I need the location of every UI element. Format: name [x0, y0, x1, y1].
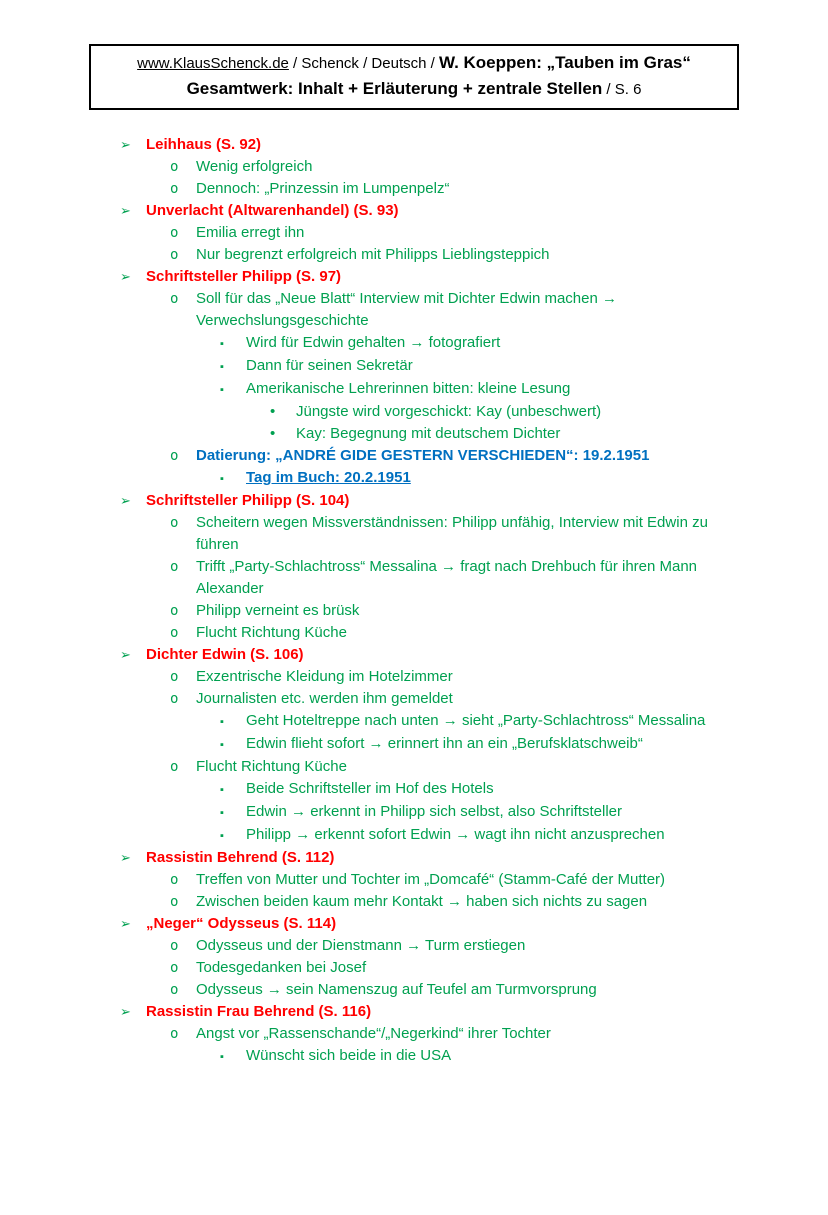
- square-bullet-icon: ▪: [220, 473, 224, 485]
- header-line1: [99, 50, 729, 76]
- circle-bullet-icon: o: [170, 181, 179, 197]
- list-item-text: Treffen von Mutter und Tochter im „Domcafé“ (Stamm-Café der Mutter): [196, 871, 666, 888]
- circle-bullet-icon: o: [170, 603, 179, 619]
- circle-bullet-icon: o: [170, 894, 179, 910]
- arrow-bullet-icon: ➢: [120, 850, 131, 865]
- list-item-text: Emilia erregt ihn: [196, 224, 305, 241]
- circle-bullet-icon: o: [170, 960, 179, 976]
- arrow-bullet-icon: ➢: [120, 269, 131, 284]
- list-item: [120, 891, 726, 913]
- page-number: / S. 6: [602, 81, 642, 98]
- circle-bullet-icon: o: [170, 515, 179, 531]
- list-item: [120, 556, 726, 600]
- list-item: [120, 957, 726, 979]
- list-item-text: Wünscht sich beide in die USA: [246, 1047, 452, 1064]
- list-item-text: Soll für das „Neue Blatt“ Interview mit Dichter Edwin machen → Verwechslungsgeschichte: [196, 290, 617, 329]
- list-item: [120, 644, 726, 666]
- square-bullet-icon: ▪: [220, 1051, 224, 1063]
- list-item-text: Edwin → erkennt in Philipp sich selbst, also Schriftsteller: [246, 803, 622, 820]
- list-item-text: Dann für seinen Sekretär: [246, 357, 413, 374]
- arrow-bullet-icon: ➢: [120, 647, 131, 662]
- list-item: [120, 423, 726, 445]
- list-item: [120, 156, 726, 178]
- list-item-text: Todesgedanken bei Josef: [196, 959, 367, 976]
- list-item-text: Amerikanische Lehrerinnen bitten: kleine Lesung: [246, 380, 571, 397]
- arrow-bullet-icon: ➢: [120, 916, 131, 931]
- circle-bullet-icon: o: [170, 159, 179, 175]
- list-item: [120, 847, 726, 869]
- square-bullet-icon: ▪: [220, 807, 224, 819]
- circle-bullet-icon: o: [170, 1026, 179, 1042]
- header-line2: [99, 76, 729, 102]
- list-item: [120, 622, 726, 644]
- list-item: [120, 467, 726, 490]
- list-item-text: Flucht Richtung Küche: [196, 758, 347, 775]
- list-item-text: Zwischen beiden kaum mehr Kontakt → haben sich nichts zu sagen: [196, 893, 648, 910]
- list-item-text: Leihhaus (S. 92): [146, 136, 262, 153]
- list-item-text: Journalisten etc. werden ihm gemeldet: [196, 690, 453, 707]
- circle-bullet-icon: o: [170, 291, 179, 307]
- list-item: [120, 445, 726, 467]
- list-item: [120, 355, 726, 378]
- list-item: [120, 824, 726, 847]
- list-item: [120, 332, 726, 355]
- list-item: [120, 266, 726, 288]
- circle-bullet-icon: o: [170, 759, 179, 775]
- arrow-bullet-icon: ➢: [120, 203, 131, 218]
- list-item: [120, 1023, 726, 1045]
- arrow-bullet-icon: ➢: [120, 1004, 131, 1019]
- list-item-text: Scheitern wegen Missverständnissen: Philipp unfähig, Interview mit Edwin zu führen: [196, 514, 708, 553]
- list-item-text: Angst vor „Rassenschande“/„Negerkind“ ihrer Tochter: [196, 1025, 551, 1042]
- header-link[interactable]: www.KlausSchenck.de: [137, 55, 289, 72]
- list-item: [120, 710, 726, 733]
- list-item-text: Philipp → erkennt sofort Edwin → wagt ihn nicht anzusprechen: [246, 826, 665, 843]
- square-bullet-icon: ▪: [220, 739, 224, 751]
- list-item: [120, 935, 726, 957]
- list-item: [120, 178, 726, 200]
- list-item-text: Dichter Edwin (S. 106): [146, 646, 304, 663]
- circle-bullet-icon: o: [170, 938, 179, 954]
- list-item-text: Trifft „Party-Schlachtross“ Messalina → fragt nach Drehbuch für ihren Mann Alexander: [196, 558, 698, 597]
- square-bullet-icon: ▪: [220, 384, 224, 396]
- list-item-text: Datierung: „ANDRÉ GIDE GESTERN VERSCHIEDEN“: 19.2.1951: [196, 447, 650, 464]
- circle-bullet-icon: o: [170, 559, 179, 575]
- circle-bullet-icon: o: [170, 247, 179, 263]
- list-item: [120, 200, 726, 222]
- list-item-text: Wird für Edwin gehalten → fotografiert: [246, 334, 501, 351]
- document-title: W. Koeppen: „Tauben im Gras“: [438, 53, 691, 72]
- outline: [120, 134, 726, 1068]
- list-item: [120, 401, 726, 423]
- square-bullet-icon: ▪: [220, 784, 224, 796]
- circle-bullet-icon: o: [170, 691, 179, 707]
- circle-bullet-icon: o: [170, 669, 179, 685]
- list-item: [120, 666, 726, 688]
- list-item-text: Schriftsteller Philipp (S. 97): [146, 268, 342, 285]
- square-bullet-icon: ▪: [220, 338, 224, 350]
- list-item: [120, 869, 726, 891]
- list-item: [120, 979, 726, 1001]
- circle-bullet-icon: o: [170, 448, 179, 464]
- list-item-text: Schriftsteller Philipp (S. 104): [146, 492, 350, 509]
- list-item-text: Philipp verneint es brüsk: [196, 602, 360, 619]
- list-item: [120, 222, 726, 244]
- list-item-text: Jüngste wird vorgeschickt: Kay (unbeschwert): [296, 403, 602, 420]
- header-box: [89, 44, 739, 110]
- list-item-text: Odysseus → sein Namenszug auf Teufel am Turmvorsprung: [196, 981, 597, 998]
- list-item-text: Unverlacht (Altwarenhandel) (S. 93): [146, 202, 399, 219]
- list-item: [120, 378, 726, 401]
- list-item-text: Geht Hoteltreppe nach unten → sieht „Party-Schlachtross“ Messalina: [246, 712, 706, 729]
- list-item-text: Tag im Buch: 20.2.1951: [246, 469, 411, 486]
- list-item-text: Flucht Richtung Küche: [196, 624, 347, 641]
- dot-bullet-icon: •: [270, 425, 276, 442]
- circle-bullet-icon: o: [170, 982, 179, 998]
- list-item: [120, 688, 726, 710]
- circle-bullet-icon: o: [170, 872, 179, 888]
- list-item-text: Kay: Begegnung mit deutschem Dichter: [296, 425, 561, 442]
- list-item: [120, 756, 726, 778]
- list-item: [120, 1001, 726, 1023]
- list-item-text: „Neger“ Odysseus (S. 114): [146, 915, 337, 932]
- list-item-text: Dennoch: „Prinzessin im Lumpenpelz“: [196, 180, 450, 197]
- list-item: [120, 288, 726, 332]
- arrow-bullet-icon: ➢: [120, 493, 131, 508]
- square-bullet-icon: ▪: [220, 361, 224, 373]
- arrow-bullet-icon: ➢: [120, 137, 131, 152]
- document-page: [0, 44, 828, 1215]
- list-item-text: Odysseus und der Dienstmann → Turm erstiegen: [196, 937, 526, 954]
- circle-bullet-icon: o: [170, 625, 179, 641]
- list-item-text: Wenig erfolgreich: [196, 158, 313, 175]
- list-item-text: Exzentrische Kleidung im Hotelzimmer: [196, 668, 453, 685]
- header-separator: / Schenck / Deutsch /: [288, 55, 439, 72]
- square-bullet-icon: ▪: [220, 830, 224, 842]
- list-item-text: Nur begrenzt erfolgreich mit Philipps Lieblingsteppich: [196, 246, 550, 263]
- list-item: [120, 733, 726, 756]
- list-item: [120, 134, 726, 156]
- list-item: [120, 512, 726, 556]
- list-item: [120, 778, 726, 801]
- list-item-text: Edwin flieht sofort → erinnert ihn an ein „Berufsklatschweib“: [246, 735, 643, 752]
- square-bullet-icon: ▪: [220, 716, 224, 728]
- dot-bullet-icon: •: [270, 403, 276, 420]
- list-item: [120, 801, 726, 824]
- list-item-text: Beide Schriftsteller im Hof des Hotels: [246, 780, 494, 797]
- list-item: [120, 913, 726, 935]
- list-item: [120, 490, 726, 512]
- list-item: [120, 600, 726, 622]
- list-item-text: Rassistin Frau Behrend (S. 116): [146, 1003, 372, 1020]
- circle-bullet-icon: o: [170, 225, 179, 241]
- list-item-text: Rassistin Behrend (S. 112): [146, 849, 335, 866]
- list-item: [120, 244, 726, 266]
- document-subtitle: Gesamtwerk: Inhalt + Erläuterung + zentrale Stellen: [186, 79, 603, 98]
- list-item: [120, 1045, 726, 1068]
